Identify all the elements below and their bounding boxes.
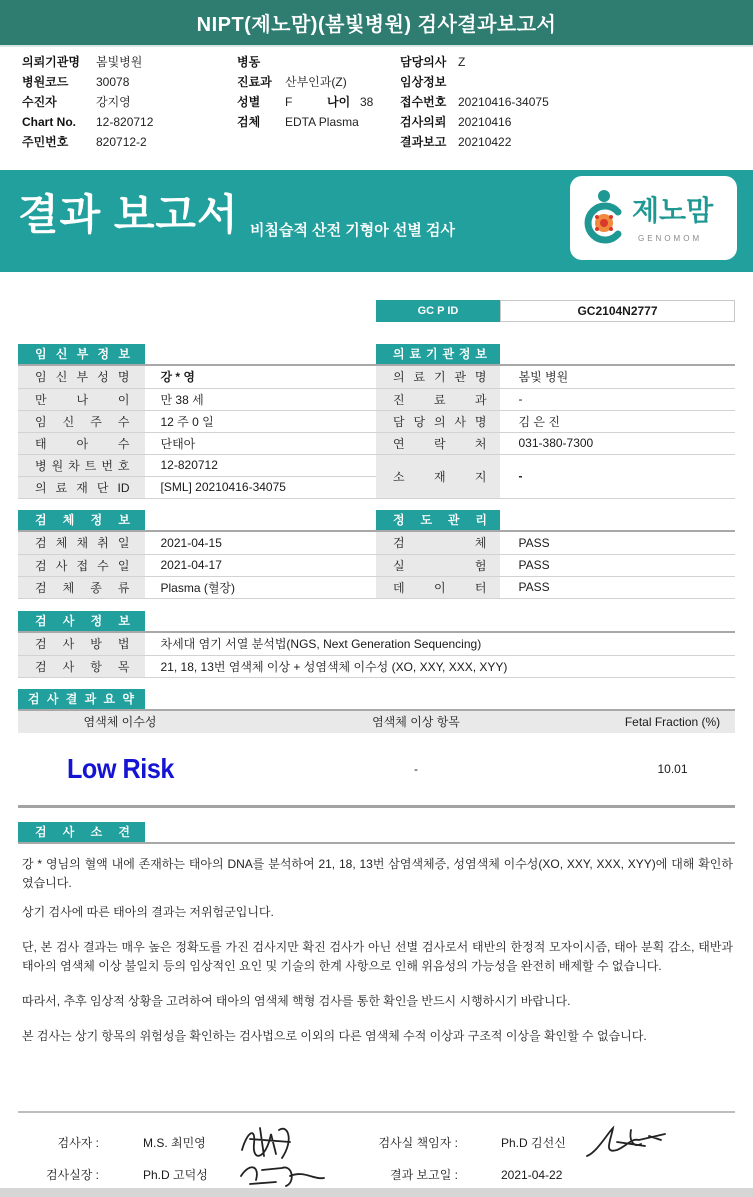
info-label: 임상정보 [400, 75, 447, 89]
field-label: 의 료 기 관 명 [393, 370, 487, 385]
field-value: Plasma (혈장) [145, 576, 376, 598]
info-column-2 [237, 52, 397, 132]
info-label: 병원코드 [22, 75, 69, 89]
section-title: 임 신 부 정 보 [35, 347, 130, 361]
column-header: 염색체 이상 항목 [372, 715, 460, 729]
table-row [18, 410, 735, 432]
info-value: 12-820712 [96, 115, 154, 129]
divider [18, 1111, 735, 1113]
specimen-qc-section [18, 510, 735, 599]
field-label: 임 신 부 성 명 [35, 370, 130, 385]
director-label: 검사실 책임자 : [378, 1136, 458, 1150]
table-row [18, 388, 735, 410]
summary-result-row [18, 733, 735, 808]
section-header [18, 611, 735, 633]
field-value: 김 은 진 [500, 410, 735, 432]
table-row [18, 532, 735, 554]
info-row [400, 112, 600, 132]
head-label: 검사실장 : [45, 1168, 99, 1182]
logo-subtitle: GENOMOM [638, 234, 703, 243]
field-label: 의 료 재 단 ID [35, 480, 130, 495]
info-value: 30078 [96, 75, 130, 89]
section-header [18, 822, 735, 844]
info-value: 강지영 [96, 95, 131, 109]
section-title: 정 도 관 리 [393, 513, 487, 527]
tester-label: 검사자 : [57, 1136, 99, 1150]
tab-specimen-info [18, 510, 145, 530]
info-row [237, 52, 397, 72]
info-label: 주민번호 [22, 135, 69, 149]
field-label: 데 이 터 [393, 580, 487, 595]
info-label: Chart No. [22, 115, 76, 129]
report-date: 2021-04-22 [501, 1168, 563, 1182]
test-info-table [18, 633, 735, 678]
age-value: 38 [360, 95, 374, 109]
info-value: EDTA Plasma [285, 115, 359, 129]
info-value: 20210416 [458, 115, 512, 129]
info-row [237, 72, 397, 92]
info-row [237, 92, 397, 112]
field-value: 031-380-7300 [500, 432, 735, 454]
info-value: Z [458, 55, 466, 69]
qc-status: PASS [500, 576, 735, 598]
genomom-logo [570, 176, 737, 260]
info-row [22, 92, 182, 112]
tab-result-summary [18, 689, 145, 709]
table-row [18, 454, 735, 476]
fetal-fraction: 10.01 [657, 762, 688, 776]
section-title: 검 사 정 보 [35, 614, 130, 628]
field-label: 병 원 차 트 번 호 [35, 458, 130, 473]
test-items: 21, 18, 13번 염색체 이상 + 성염색체 이수성 (XO, XXY, XXX, XYY) [145, 655, 735, 677]
result-summary-section [18, 689, 735, 808]
field-value: 12-820712 [145, 454, 376, 476]
tester-name: M.S. 최민영 [143, 1136, 206, 1150]
info-label: 수진자 [22, 95, 57, 109]
info-label: 진료과 [237, 75, 272, 89]
field-label: 검 사 항 목 [35, 659, 130, 674]
section-title: 검 사 결 과 요 약 [28, 692, 134, 706]
field-value: [SML] 20210416-34075 [145, 476, 376, 498]
info-label: 성별 [237, 95, 261, 109]
section-header [18, 344, 735, 366]
info-row [22, 112, 182, 132]
field-label: 검 체 종 류 [35, 580, 130, 595]
info-value: F [285, 95, 293, 109]
abnormal-items: - [414, 762, 418, 776]
tab-test-info [18, 611, 145, 631]
tab-findings [18, 822, 145, 842]
info-row [400, 132, 600, 152]
patient-name: 강 * 영 [145, 366, 376, 388]
patient-institution-section [18, 344, 735, 499]
info-value: 산부인과(Z) [285, 75, 347, 89]
table-row [18, 576, 735, 598]
report-title-bar [0, 0, 753, 47]
tab-quality-control [376, 510, 500, 530]
findings-paragraph: 본 검사는 상기 항목의 위험성을 확인하는 검사법으로 이외의 다른 염색체 수적 이상과 구조적 이상을 확인할 수 없습니다. [22, 1029, 647, 1043]
field-label: 태 아 수 [35, 436, 130, 451]
field-value: 2021-04-17 [145, 554, 376, 576]
test-info-section [18, 611, 735, 678]
info-label: 접수번호 [400, 95, 447, 109]
field-value: 12 주 0 일 [145, 410, 376, 432]
section-title: 의 료 기 관 정 보 [393, 347, 487, 361]
table-row [18, 655, 735, 677]
field-label: 소 재 지 [393, 469, 487, 484]
column-header: 염색체 이수성 [83, 715, 157, 729]
info-row [22, 72, 182, 92]
column-header: Fetal Fraction (%) [624, 715, 721, 729]
patient-institution-table [18, 366, 735, 499]
field-value: 단태아 [145, 432, 376, 454]
info-row [237, 112, 397, 132]
director-name: Ph.D 김선신 [501, 1136, 566, 1150]
field-value: 봄빛 병원 [500, 366, 735, 388]
info-column-1 [22, 52, 182, 152]
field-value: - [500, 388, 735, 410]
head-name: Ph.D 고덕성 [143, 1168, 208, 1182]
report-title: NIPT(제노맘)(봄빛병원) 검사결과보고서 [196, 14, 557, 36]
qc-status: PASS [500, 532, 735, 554]
section-header [18, 510, 735, 532]
qc-status: PASS [500, 554, 735, 576]
field-label: 검 사 접 수 일 [35, 558, 130, 573]
info-row [400, 72, 600, 92]
section-title: 검 사 소 견 [35, 825, 130, 839]
section-title: 검 체 정 보 [35, 513, 130, 527]
gcp-id-value: GC2104N2777 [500, 300, 735, 322]
specimen-qc-table [18, 532, 735, 599]
field-value: 2021-04-15 [145, 532, 376, 554]
banner-title: 결과 보고서 [18, 191, 239, 238]
tab-patient-info [18, 344, 145, 364]
field-label: 연 락 처 [393, 436, 487, 451]
findings-paragraph: 강 * 영님의 혈액 내에 존재하는 태아의 DNA를 분석하여 21, 18, 13번 삼염색체증, 성염색체 이수성(XO, XXY, XXX, XYY)에 대해 확인하였습니다. [22, 857, 733, 890]
result-banner [0, 170, 753, 272]
table-row [18, 366, 735, 388]
info-value: 820712-2 [96, 135, 147, 149]
field-label: 담 당 의 사 명 [393, 414, 487, 429]
info-label: 검사의뢰 [400, 115, 447, 129]
info-row [22, 132, 182, 152]
field-label: 검 체 채 취 일 [35, 536, 130, 551]
info-column-3 [400, 52, 600, 152]
banner-subtitle: 비침습적 산전 기형아 선별 검사 [250, 222, 456, 239]
director-signature [583, 1122, 668, 1162]
head-signature [236, 1158, 326, 1188]
page-footer-edge [0, 1188, 753, 1197]
findings-paragraph: 단, 본 검사 결과는 매우 높은 정확도를 가진 검사지만 확진 검사가 아닌 선별 검사로서 태반의 한정적 모자이시즘, 태아 분획 감소, 태반과 태아의 염색체 이상 불일치 등의 임상적인 요인 및 기술의 한계 사항으로 인해 위음성의 가능성을 완전히 배제할 수 없습니다. [22, 940, 733, 973]
findings-text [22, 855, 733, 1062]
field-label: 실 험 [393, 558, 487, 573]
table-row [18, 633, 735, 655]
field-value: - [500, 454, 735, 498]
info-label: 결과보고 [400, 135, 447, 149]
risk-result: Low Risk [66, 753, 174, 784]
info-label: 검체 [237, 115, 261, 129]
field-label: 진 료 과 [393, 392, 487, 407]
info-row [400, 52, 600, 72]
field-label: 만 나 이 [35, 392, 130, 407]
info-label: 병동 [237, 55, 261, 69]
findings-paragraph: 상기 검사에 따른 태아의 결과는 저위험군입니다. [22, 905, 274, 919]
table-row [18, 432, 735, 454]
field-value: 만 38 세 [145, 388, 376, 410]
report-date-label: 결과 보고일 : [390, 1168, 458, 1182]
field-label: 검 체 [393, 536, 487, 551]
info-row [22, 52, 182, 72]
table-row [18, 554, 735, 576]
age-label: 나이 [327, 95, 351, 109]
section-header [18, 689, 735, 711]
gcp-id-box [376, 300, 735, 322]
findings-paragraph: 따라서, 추후 임상적 상황을 고려하여 태아의 염색체 핵형 검사를 통한 확인을 반드시 시행하시기 바랍니다. [22, 994, 571, 1008]
info-value: 20210416-34075 [458, 95, 549, 109]
logo-icon [582, 188, 626, 248]
info-value: 20210422 [458, 135, 512, 149]
field-label: 검 사 방 법 [35, 637, 130, 652]
field-label: 임 신 주 수 [35, 414, 130, 429]
logo-name: 제노맘 [632, 195, 714, 226]
info-label: 담당의사 [400, 55, 447, 69]
info-row [400, 92, 600, 112]
findings-section [18, 822, 735, 844]
info-value: 봄빛병원 [96, 55, 143, 69]
gcp-id-label: GC P ID [376, 300, 500, 322]
tab-institution-info [376, 344, 500, 364]
summary-column-headers [18, 711, 735, 733]
request-info [0, 52, 753, 152]
info-label: 의뢰기관명 [22, 55, 80, 69]
test-method: 차세대 염기 서열 분석법(NGS, Next Generation Sequencing) [145, 633, 735, 655]
